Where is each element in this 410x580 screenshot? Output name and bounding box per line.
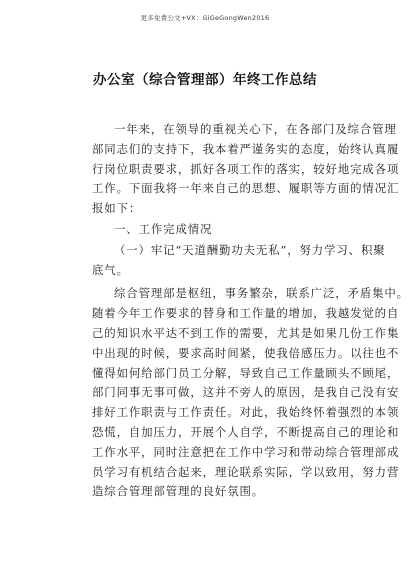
- paragraph-line: 行岗位职责要求，抓好各项工作的落实，较好地完成各项: [92, 161, 400, 176]
- paragraph-line: 懂得如何给部门员工分解，导致自己工作量顾头不顾尾，: [92, 365, 400, 380]
- paragraph-line: 一年来，在领导的重视关心下，在各部门及综合管理: [114, 122, 397, 136]
- paragraph-line: 造综合管理部管理的良好氛围。: [92, 484, 265, 499]
- paragraph-line: 排好工作职责与工作责任。对此，我始终怀着强烈的本领: [92, 405, 400, 420]
- paragraph-line: 工作水平，同时注意把在工作中学习和带动综合管理部成: [92, 444, 400, 459]
- paragraph-line: 部同志们的支持下，我本着严谨务实的态度，始终认真履: [92, 141, 400, 156]
- paragraph-line: 报如下：: [92, 201, 142, 216]
- header-watermark: 更多免费公文+VX：GiGeGongWen2016: [140, 14, 270, 22]
- subsection-heading: （一）牢记“天道酬勤功夫无私”，努力学习、积聚: [114, 242, 386, 257]
- document-title: 办公室（综合管理部）年终工作总结: [93, 72, 317, 88]
- paragraph-line: 员学习有机结合起来，理论联系实际，学以致用，努力营: [92, 464, 400, 479]
- paragraph-line: 综合管理部是枢纽，事务繁杂，联系广泛，矛盾集中。: [114, 286, 409, 301]
- subsection-heading-cont: 底气。: [92, 262, 129, 277]
- paragraph-line: 恐慌，自加压力，开展个人自学，不断提高自己的理论和: [92, 424, 400, 439]
- section-heading: 一、工作完成情况: [114, 221, 213, 236]
- paragraph-line: 工作。下面我将一年来自己的思想、履职等方面的情况汇: [92, 181, 400, 196]
- paragraph-line: 中出现的时候，要求高时间紧，使我倍感压力。以往也不: [92, 345, 400, 360]
- paragraph-line: 己的知识水平达不到工作的需要，尤其是如果几份工作集: [92, 325, 400, 340]
- paragraph-line: 部门同事无事可做，这并不旁人的原因，是我自己没有安: [92, 385, 400, 400]
- paragraph-line: 随着今年工作要求的替身和工作量的增加，我越发觉的自: [92, 306, 400, 321]
- document-body: [92, 120, 409, 502]
